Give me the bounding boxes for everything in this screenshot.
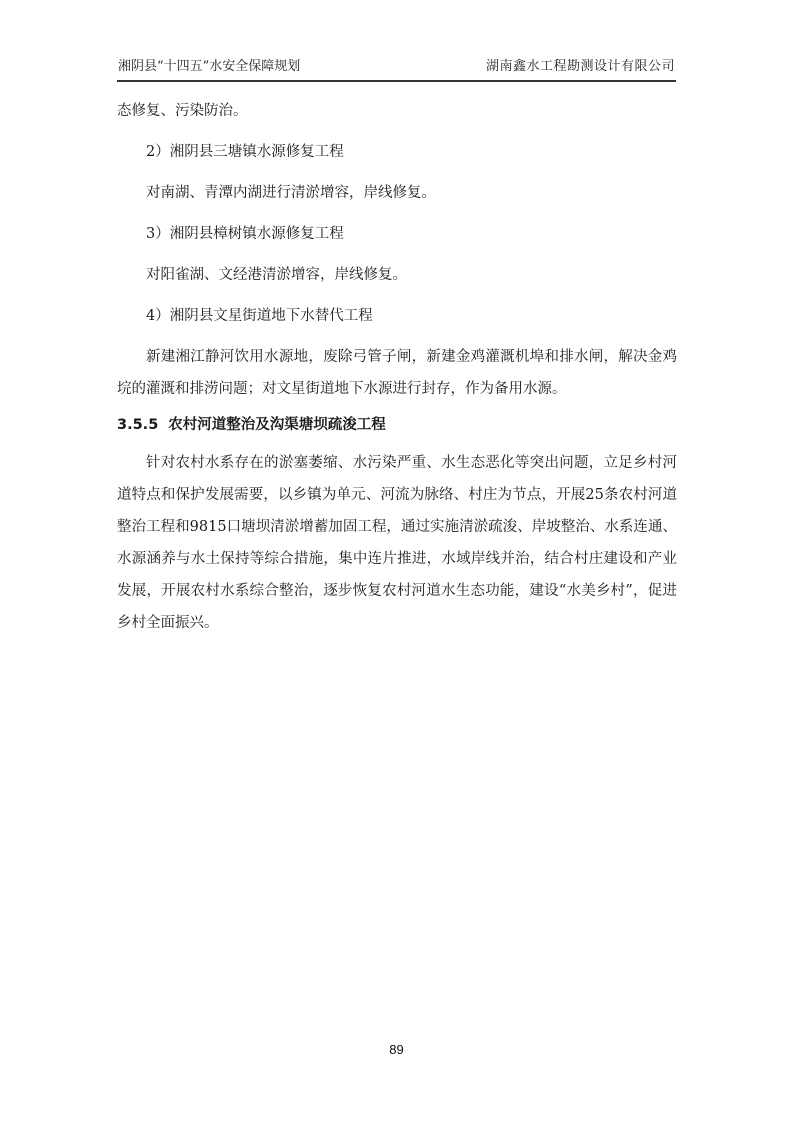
page-number: 89 [389, 1042, 404, 1057]
item-3-description: 对阳雀湖、文经港清淤增容，岸线修复。 [146, 267, 407, 283]
item-2-description: 对南湖、青潭内湖进行清淤增容，岸线修复。 [146, 185, 436, 201]
header-document-title: 湘阴县“十四五”水安全保障规划 [118, 59, 301, 74]
section-title: 农村河道整治及沟渠塘坝疏浚工程 [168, 417, 386, 433]
page-header [117, 58, 676, 76]
header-divider [117, 80, 676, 82]
section-heading [117, 409, 677, 441]
item-2-title: 2）湘阴县三塘镇水源修复工程 [146, 144, 344, 160]
header-company-name: 湖南鑫水工程勘测设计有限公司 [485, 59, 675, 74]
paragraph-continuation: 态修复、污染防治。 [117, 103, 248, 119]
item-3-title: 3）湘阴县樟树镇水源修复工程 [146, 226, 344, 242]
section-number: 3.5.5 [117, 417, 159, 433]
section-paragraph: 针对农村水系存在的淤塞萎缩、水污染严重、水生态恶化等突出问题，立足乡村河道特点和保护发展需要，以乡镇为单元、河流为脉络、村庄为节点，开展25条农村河道整治工程和9815口塘坝清淤增蓄加固工程，通过实施清淤疏浚、岸坡整治、水系连通、水源涵养与水土保持等综合措施，集中连片推进，水域岸线并治，结合村庄建设和产业发展，开展农村水系综合整治，逐步恢复农村河道水生态功能，建设“水美乡村”，促进乡村全面振兴。 [117, 455, 677, 631]
item-4-title: 4）湘阴县文星街道地下水替代工程 [146, 308, 373, 324]
page-body [117, 95, 677, 639]
item-4-description: 新建湘江静河饮用水源地，废除弓管子闸，新建金鸡灌溉机埠和排水闸，解决金鸡垸的灌溉和排涝问题；对文星街道地下水源进行封存，作为备用水源。 [117, 349, 677, 397]
